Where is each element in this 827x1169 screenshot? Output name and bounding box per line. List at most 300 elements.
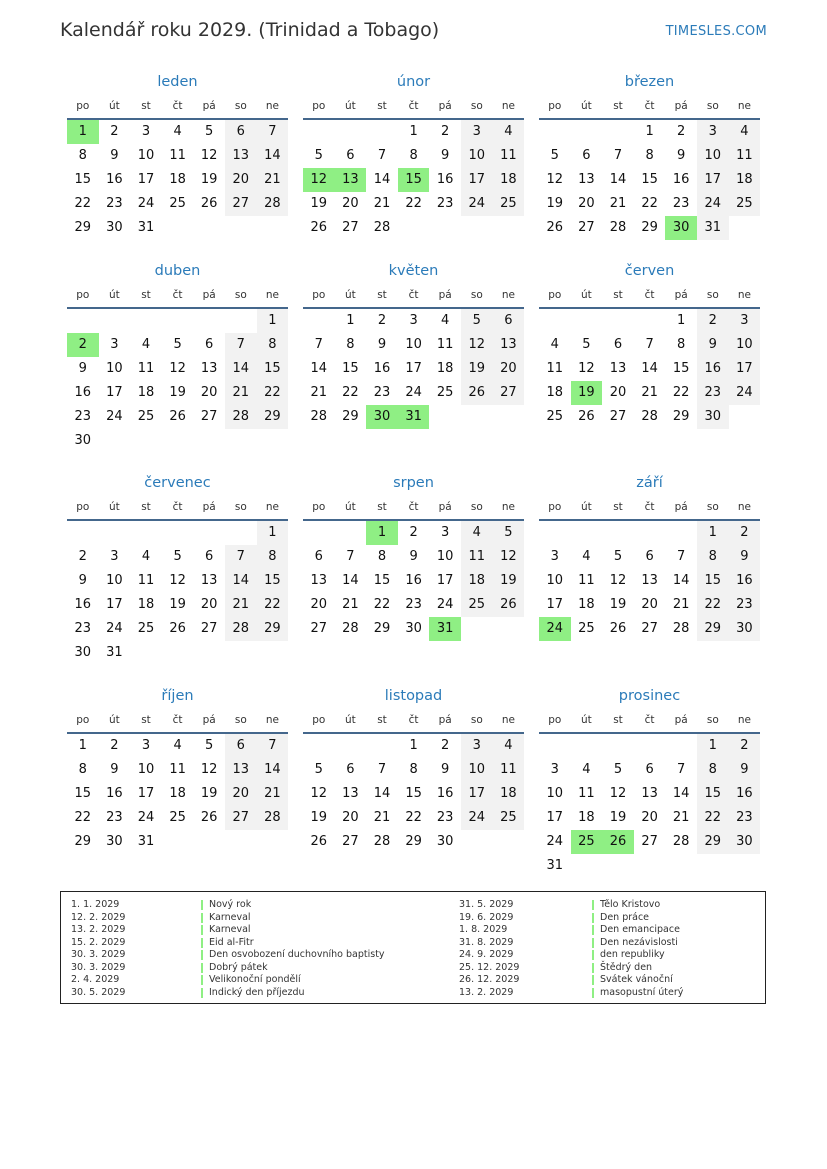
day-cell: 18 [493, 168, 525, 192]
day-cell: 20 [225, 782, 257, 806]
day-cell: 9 [441, 148, 450, 163]
legend-marker [592, 938, 594, 948]
day-cell: 19 [609, 597, 627, 612]
legend-holiday-name: Štědrý den [600, 961, 653, 973]
day-cell: 24 [106, 409, 123, 424]
day-cell: 3 [550, 549, 559, 564]
day-cell: 18 [729, 168, 761, 192]
month-name: duben [154, 263, 201, 279]
legend-date: 31. 8. 2029 [459, 936, 514, 948]
legend-date: 31. 5. 2029 [459, 899, 514, 910]
day-cell: 26 [493, 593, 525, 617]
month-header-rule [67, 307, 288, 309]
day-cell: 19 [546, 196, 564, 211]
day-cell: 18 [461, 569, 493, 593]
day-cell: 7 [377, 148, 387, 163]
month-name: srpen [393, 475, 434, 491]
day-cell: 13 [200, 361, 218, 376]
legend-holiday-name: Nový rok [209, 899, 252, 910]
day-cell: 1 [257, 521, 289, 545]
month-2 [303, 74, 524, 239]
weekday-label: út [109, 100, 120, 112]
day-cell: 17 [461, 782, 493, 806]
day-cell: 16 [74, 385, 92, 400]
day-cell: 13 [200, 573, 218, 588]
day-cell: 14 [672, 786, 690, 801]
day-cell: 30 [106, 834, 123, 849]
day-cell: 20 [493, 357, 525, 381]
day-cell: 19 [493, 569, 525, 593]
day-cell: 2 [110, 124, 119, 139]
legend-marker [201, 988, 203, 998]
day-cell: 26 [609, 621, 627, 636]
day-cell: 9 [441, 762, 450, 777]
day-cell: 29 [697, 830, 729, 854]
holiday-day-cell: 1 [67, 120, 99, 144]
day-cell: 29 [257, 617, 289, 641]
weekday-label: ne [501, 100, 515, 112]
day-cell: 22 [74, 196, 92, 211]
day-cell: 1 [409, 124, 418, 139]
day-cell: 30 [729, 830, 761, 854]
month-name: únor [396, 74, 431, 90]
day-cell: 16 [672, 172, 690, 187]
weekday-label: út [345, 100, 356, 112]
day-cell: 18 [137, 597, 155, 612]
day-cell: 12 [200, 148, 218, 163]
day-cell: 29 [697, 617, 729, 641]
weekday-label: čt [644, 289, 655, 301]
day-cell: 28 [225, 617, 257, 641]
day-cell: 4 [493, 120, 525, 144]
day-cell: 17 [461, 168, 493, 192]
day-cell: 12 [200, 762, 218, 777]
day-cell: 9 [729, 545, 761, 569]
legend-date: 24. 9. 2029 [459, 949, 514, 960]
day-cell: 9 [677, 148, 686, 163]
day-cell: 8 [409, 148, 418, 163]
day-cell: 23 [436, 810, 454, 825]
day-cell: 4 [461, 521, 493, 545]
day-cell: 17 [137, 786, 155, 801]
holiday-day-cell: 2 [67, 333, 99, 357]
day-cell: 18 [578, 597, 595, 612]
weekday-label: út [581, 289, 592, 301]
day-cell: 7 [225, 333, 257, 357]
legend-date: 1. 8. 2029 [459, 924, 508, 935]
month-6 [539, 263, 760, 428]
day-cell: 23 [436, 196, 454, 211]
weekday-label: st [141, 100, 151, 112]
day-cell: 27 [225, 806, 257, 830]
day-cell: 17 [106, 597, 123, 612]
day-cell: 26 [169, 621, 186, 636]
day-cell: 4 [141, 549, 151, 564]
legend-marker [592, 900, 594, 910]
legend-marker [201, 913, 203, 923]
day-cell: 25 [137, 621, 155, 636]
day-cell: 28 [257, 192, 289, 216]
day-cell: 2 [409, 525, 418, 540]
day-cell: 30 [74, 433, 92, 448]
day-cell: 19 [310, 196, 328, 211]
day-cell: 5 [173, 549, 182, 564]
day-cell: 2 [110, 738, 119, 753]
day-cell: 3 [697, 120, 729, 144]
day-cell: 25 [461, 593, 493, 617]
day-cell: 8 [257, 333, 289, 357]
day-cell: 31 [106, 645, 123, 660]
weekday-label: pá [438, 289, 452, 301]
day-cell: 23 [373, 385, 391, 400]
day-cell: 16 [729, 569, 761, 593]
day-cell: 21 [257, 168, 289, 192]
day-cell: 13 [493, 333, 525, 357]
day-cell: 12 [169, 361, 186, 376]
holiday-day-cell: 12 [303, 168, 335, 192]
day-cell: 17 [546, 810, 564, 825]
day-cell: 22 [697, 806, 729, 830]
day-cell: 1 [78, 738, 87, 753]
day-cell: 8 [78, 762, 87, 777]
day-cell: 26 [310, 220, 328, 235]
weekday-label: po [312, 289, 326, 301]
day-cell: 1 [697, 734, 729, 758]
day-cell: 18 [436, 361, 454, 376]
weekday-label: pá [202, 289, 216, 301]
legend-date: 1. 1. 2029 [71, 899, 120, 910]
weekday-label: čt [408, 289, 419, 301]
day-cell: 8 [409, 762, 418, 777]
legend-holiday-name: masopustní úterý [600, 986, 684, 998]
weekday-label: pá [674, 289, 688, 301]
day-cell: 23 [106, 196, 123, 211]
month-12 [539, 688, 760, 877]
day-cell: 11 [493, 758, 525, 782]
month-header-rule [67, 519, 288, 521]
day-cell: 27 [200, 409, 218, 424]
legend-date: 13. 2. 2029 [71, 924, 126, 935]
legend-date: 19. 6. 2029 [459, 911, 514, 923]
page-title: Kalendář roku 2029. (Trinidad a Tobago) [60, 19, 440, 41]
weekday-label: so [234, 714, 247, 726]
day-cell: 6 [205, 549, 214, 564]
weekday-label: čt [408, 714, 419, 726]
weekday-label: so [706, 100, 719, 112]
day-cell: 11 [461, 545, 493, 569]
holiday-day-cell: 1 [366, 521, 398, 545]
legend-holiday-name: Svátek vánoční [600, 974, 673, 985]
weekday-label: pá [438, 714, 452, 726]
day-cell: 20 [578, 196, 595, 211]
month-9 [539, 475, 760, 640]
day-cell: 7 [377, 762, 387, 777]
day-cell: 11 [169, 148, 186, 163]
day-cell: 22 [672, 385, 690, 400]
weekday-label: st [613, 714, 623, 726]
day-cell: 22 [405, 810, 422, 825]
weekday-label: čt [172, 501, 183, 513]
day-cell: 29 [641, 220, 658, 235]
weekday-label: st [141, 289, 151, 301]
day-cell: 30 [405, 621, 422, 636]
day-cell: 21 [342, 597, 359, 612]
weekday-label: po [76, 501, 90, 513]
day-cell: 10 [546, 786, 564, 801]
day-cell: 13 [310, 573, 328, 588]
weekday-label: pá [674, 714, 688, 726]
day-cell: 8 [697, 758, 729, 782]
weekday-label: pá [438, 100, 452, 112]
day-cell: 8 [645, 148, 654, 163]
day-cell: 18 [578, 810, 595, 825]
day-cell: 27 [493, 381, 525, 405]
month-name: listopad [384, 688, 443, 704]
day-cell: 5 [205, 124, 214, 139]
day-cell: 26 [578, 409, 595, 424]
day-cell: 8 [257, 545, 289, 569]
day-cell: 11 [493, 144, 525, 168]
legend-holiday-name: Dobrý pátek [209, 961, 268, 973]
day-cell: 14 [310, 361, 328, 376]
day-cell: 5 [493, 521, 525, 545]
day-cell: 11 [578, 786, 595, 801]
weekday-label: so [706, 501, 719, 513]
legend-date: 26. 12. 2029 [459, 974, 520, 985]
day-cell: 10 [697, 144, 729, 168]
day-cell: 29 [74, 220, 92, 235]
day-cell: 6 [493, 309, 525, 333]
weekday-label: po [76, 100, 90, 112]
day-cell: 7 [677, 762, 686, 777]
day-cell: 17 [729, 357, 761, 381]
day-cell: 14 [373, 786, 391, 801]
month-8 [303, 475, 524, 640]
weekday-label: po [548, 501, 562, 513]
day-cell: 27 [200, 621, 218, 636]
legend-marker [201, 950, 203, 960]
day-cell: 25 [436, 385, 454, 400]
day-cell: 3 [441, 525, 450, 540]
day-cell: 12 [609, 573, 627, 588]
day-cell: 18 [546, 385, 564, 400]
day-cell: 14 [225, 569, 257, 593]
legend-marker [201, 900, 203, 910]
day-cell: 23 [74, 621, 92, 636]
weekday-label: so [706, 714, 719, 726]
legend-holiday-name: Den nezávislosti [600, 936, 678, 948]
month-name: září [636, 475, 663, 491]
day-cell: 12 [578, 361, 595, 376]
weekday-label: út [345, 501, 356, 513]
day-cell: 3 [110, 549, 119, 564]
site-logo[interactable]: TIMESLES.COM [665, 24, 767, 39]
day-cell: 21 [373, 810, 391, 825]
day-cell: 15 [257, 357, 289, 381]
day-cell: 22 [373, 597, 391, 612]
weekday-label: so [470, 289, 483, 301]
weekday-label: út [581, 714, 592, 726]
day-cell: 10 [729, 333, 761, 357]
day-cell: 22 [641, 196, 658, 211]
day-cell: 25 [169, 810, 186, 825]
weekday-label: pá [202, 501, 216, 513]
holiday-day-cell: 26 [602, 830, 634, 854]
day-cell: 9 [110, 762, 119, 777]
weekday-label: po [312, 714, 326, 726]
day-cell: 4 [582, 762, 591, 777]
day-cell: 25 [137, 409, 155, 424]
day-cell: 16 [405, 573, 422, 588]
weekday-label: st [377, 100, 387, 112]
holiday-day-cell: 31 [429, 617, 461, 641]
weekday-label: ne [737, 501, 751, 513]
day-cell: 5 [613, 762, 623, 777]
weekday-label: ne [737, 289, 751, 301]
day-cell: 11 [546, 361, 564, 376]
day-cell: 4 [493, 734, 525, 758]
legend-marker [201, 938, 203, 948]
month-3 [539, 74, 760, 239]
day-cell: 3 [409, 313, 418, 328]
day-cell: 6 [613, 337, 623, 352]
day-cell: 13 [578, 172, 595, 187]
weekday-label: čt [172, 714, 183, 726]
day-cell: 7 [257, 120, 289, 144]
holiday-day-cell: 24 [539, 617, 571, 641]
day-cell: 3 [110, 337, 119, 352]
day-cell: 11 [169, 762, 186, 777]
day-cell: 14 [257, 144, 289, 168]
day-cell: 10 [546, 573, 564, 588]
legend-date: 25. 12. 2029 [459, 961, 520, 973]
weekday-label: ne [737, 100, 751, 112]
day-cell: 20 [310, 597, 328, 612]
day-cell: 14 [373, 172, 391, 187]
day-cell: 7 [645, 337, 654, 352]
day-cell: 23 [697, 381, 729, 405]
day-cell: 14 [342, 573, 359, 588]
day-cell: 6 [346, 762, 355, 777]
legend-date: 2. 4. 2029 [71, 974, 120, 985]
day-cell: 15 [672, 361, 690, 376]
day-cell: 8 [346, 337, 355, 352]
day-cell: 28 [257, 806, 289, 830]
day-cell: 7 [346, 549, 355, 564]
day-cell: 14 [257, 758, 289, 782]
day-cell: 21 [609, 196, 627, 211]
weekday-label: út [581, 100, 592, 112]
day-cell: 8 [697, 545, 729, 569]
legend-holiday-name: Velikonoční pondělí [209, 974, 301, 985]
weekday-label: ne [265, 289, 279, 301]
day-cell: 22 [405, 196, 422, 211]
legend-holiday-name: Karneval [209, 911, 251, 923]
day-cell: 3 [729, 309, 761, 333]
legend-marker [592, 963, 594, 973]
day-cell: 15 [641, 172, 658, 187]
day-cell: 7 [257, 734, 289, 758]
weekday-label: so [234, 501, 247, 513]
month-name: květen [388, 263, 439, 279]
day-cell: 17 [106, 385, 123, 400]
day-cell: 29 [257, 405, 289, 429]
day-cell: 12 [493, 545, 525, 569]
day-cell: 20 [200, 597, 218, 612]
day-cell: 17 [436, 573, 454, 588]
day-cell: 27 [609, 409, 627, 424]
weekday-label: ne [265, 714, 279, 726]
day-cell: 5 [173, 337, 182, 352]
day-cell: 19 [169, 597, 186, 612]
day-cell: 22 [342, 385, 359, 400]
month-name: říjen [161, 688, 194, 704]
day-cell: 19 [200, 172, 218, 187]
day-cell: 16 [373, 361, 391, 376]
day-cell: 15 [342, 361, 359, 376]
weekday-label: st [613, 100, 623, 112]
day-cell: 10 [436, 549, 454, 564]
day-cell: 18 [169, 172, 186, 187]
day-cell: 21 [310, 385, 328, 400]
day-cell: 26 [169, 409, 186, 424]
weekday-label: st [613, 501, 623, 513]
day-cell: 6 [225, 734, 257, 758]
day-cell: 1 [409, 738, 418, 753]
holiday-day-cell: 19 [571, 381, 603, 405]
day-cell: 5 [550, 148, 559, 163]
day-cell: 6 [582, 148, 591, 163]
day-cell: 28 [225, 405, 257, 429]
month-name: prosinec [618, 688, 681, 704]
day-cell: 21 [225, 593, 257, 617]
legend-holiday-name: Eid al-Fitr [209, 936, 254, 948]
day-cell: 10 [106, 573, 123, 588]
day-cell: 20 [342, 810, 359, 825]
day-cell: 25 [493, 192, 525, 216]
day-cell: 17 [405, 361, 422, 376]
day-cell: 16 [74, 597, 92, 612]
day-cell: 19 [200, 786, 218, 801]
day-cell: 7 [613, 148, 623, 163]
day-cell: 24 [697, 192, 729, 216]
day-cell: 24 [405, 385, 422, 400]
day-cell: 7 [677, 549, 686, 564]
day-cell: 7 [225, 545, 257, 569]
day-cell: 16 [729, 782, 761, 806]
day-cell: 23 [405, 597, 422, 612]
day-cell: 6 [645, 549, 654, 564]
day-cell: 24 [436, 597, 454, 612]
day-cell: 26 [200, 196, 218, 211]
day-cell: 23 [672, 196, 690, 211]
day-cell: 23 [74, 409, 92, 424]
day-cell: 4 [141, 337, 151, 352]
day-cell: 21 [672, 597, 690, 612]
weekday-label: so [234, 289, 247, 301]
day-cell: 8 [377, 549, 387, 564]
month-name: březen [624, 74, 675, 90]
weekday-label: ne [501, 501, 515, 513]
weekday-label: so [470, 100, 483, 112]
day-cell: 22 [257, 381, 289, 405]
day-cell: 27 [641, 834, 658, 849]
day-cell: 2 [697, 309, 729, 333]
weekday-label: po [548, 289, 562, 301]
legend-date: 12. 2. 2029 [71, 911, 126, 923]
day-cell: 2 [78, 549, 87, 564]
legend-marker [592, 975, 594, 985]
